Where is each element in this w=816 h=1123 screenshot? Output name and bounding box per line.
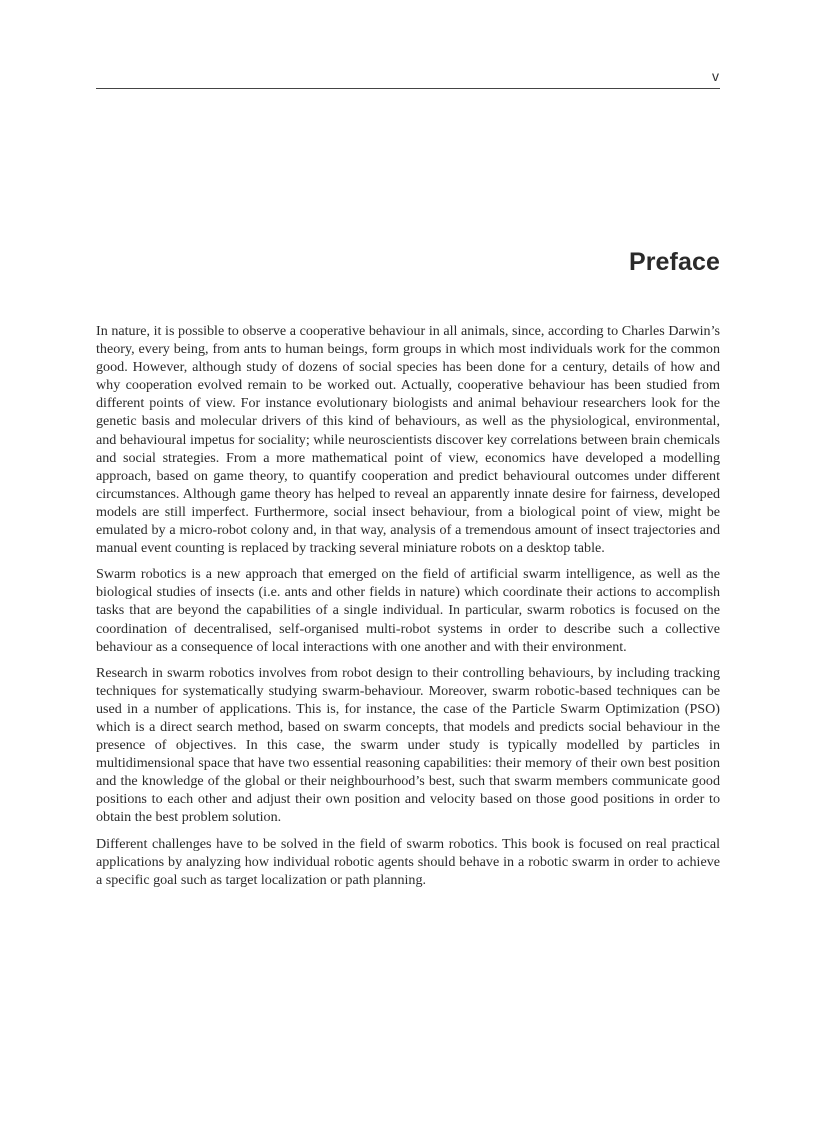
- paragraph: Different challenges have to be solved in the field of swarm robotics. This book is focused on real practical applications by analyzing how individual robotic agents should behave in a robotic swarm in order to achieve a specific goal such as target localization or path planning.: [96, 835, 720, 888]
- paragraph: Research in swarm robotics involves from robot design to their controlling behaviours, by including tracking techniques for systematically studying swarm-behaviour. Moreover, swarm robotic-based techniques can be used in a number of applications. This is, for instance, the case of the Particle Swarm Optimization (PSO) which is a direct search method, based on swarm concepts, that models and predicts social behaviour in the presence of objectives. In this case, the swarm under study is typically modelled by particles in multidimensional space that have two essential reasoning capabilities: their memory of their own best position and the knowledge of the global or their neighbourhood’s best, such that swarm members communicate good positions to each other and adjust their own position and velocity based on those good positions in order to obtain the best problem solution.: [96, 664, 720, 826]
- body-text: [96, 322, 720, 897]
- paragraph: Swarm robotics is a new approach that emerged on the field of artificial swarm intelligence, as well as the biological studies of insects (i.e. ants and other fields in nature) which coordinate their actions to accomplish tasks that are beyond the capabilities of a single individual. In particular, swarm robotics is focused on the coordination of decentralised, self-organised multi-robot systems in order to describe such a collective behaviour as a consequence of local interactions with one another and with their environment.: [96, 566, 720, 655]
- paragraph: In nature, it is possible to observe a cooperative behaviour in all animals, since, according to Charles Darwin’s theory, every being, from ants to human beings, form groups in which most individuals work for the common good. However, although study of dozens of social species has been done for a century, details of how and why cooperation evolved remain to be worked out. Actually, cooperative behaviour has been studied from different points of view. For instance evolutionary biologists and animal behaviour researchers look for the genetic basis and molecular drivers of this kind of behaviours, as well as the physiological, environmental, and behavioural impetus for sociality; while neuroscientists discover key correlations between brain chemicals and social strategies. From a more mathematical point of view, economics have developed a modelling approach, based on game theory, to quantify cooperation and predict behavioural outcomes under different circumstances. Although game theory has helped to reveal an apparently innate desire for fairness, developed models are still imperfect. Furthermore, social insect behaviour, from a biological point of view, might be emulated by a micro-robot colony and, in that way, analysis of a tremendous amount of insect trajectories and manual event counting is replaced by tracking several miniature robots on a desktop table.: [96, 323, 720, 557]
- header-rule: [96, 88, 720, 89]
- chapter-title: Preface: [628, 248, 720, 276]
- page-number: v: [712, 68, 719, 84]
